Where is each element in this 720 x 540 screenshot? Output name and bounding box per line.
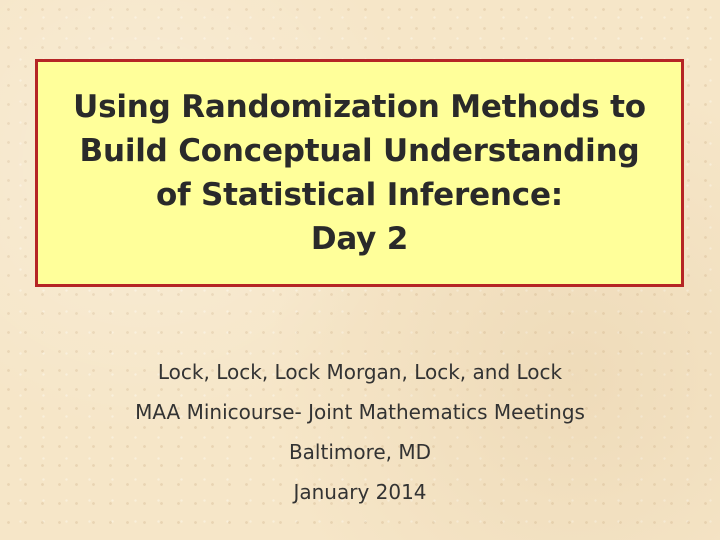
date-line: January 2014 xyxy=(293,480,427,504)
title-line-1: Using Randomization Methods to xyxy=(73,89,646,125)
title-line-4: Day 2 xyxy=(310,221,409,257)
subtitle-block xyxy=(0,352,720,512)
event-line: MAA Minicourse- Joint Mathematics Meetings xyxy=(135,400,585,424)
authors-line: Lock, Lock, Lock Morgan, Lock, and Lock xyxy=(157,360,563,384)
location-line: Baltimore, MD xyxy=(288,440,432,464)
title-box xyxy=(35,59,684,287)
title-line-2: Build Conceptual Understanding xyxy=(79,133,640,169)
title-line-3: of Statistical Inference: xyxy=(156,177,563,213)
